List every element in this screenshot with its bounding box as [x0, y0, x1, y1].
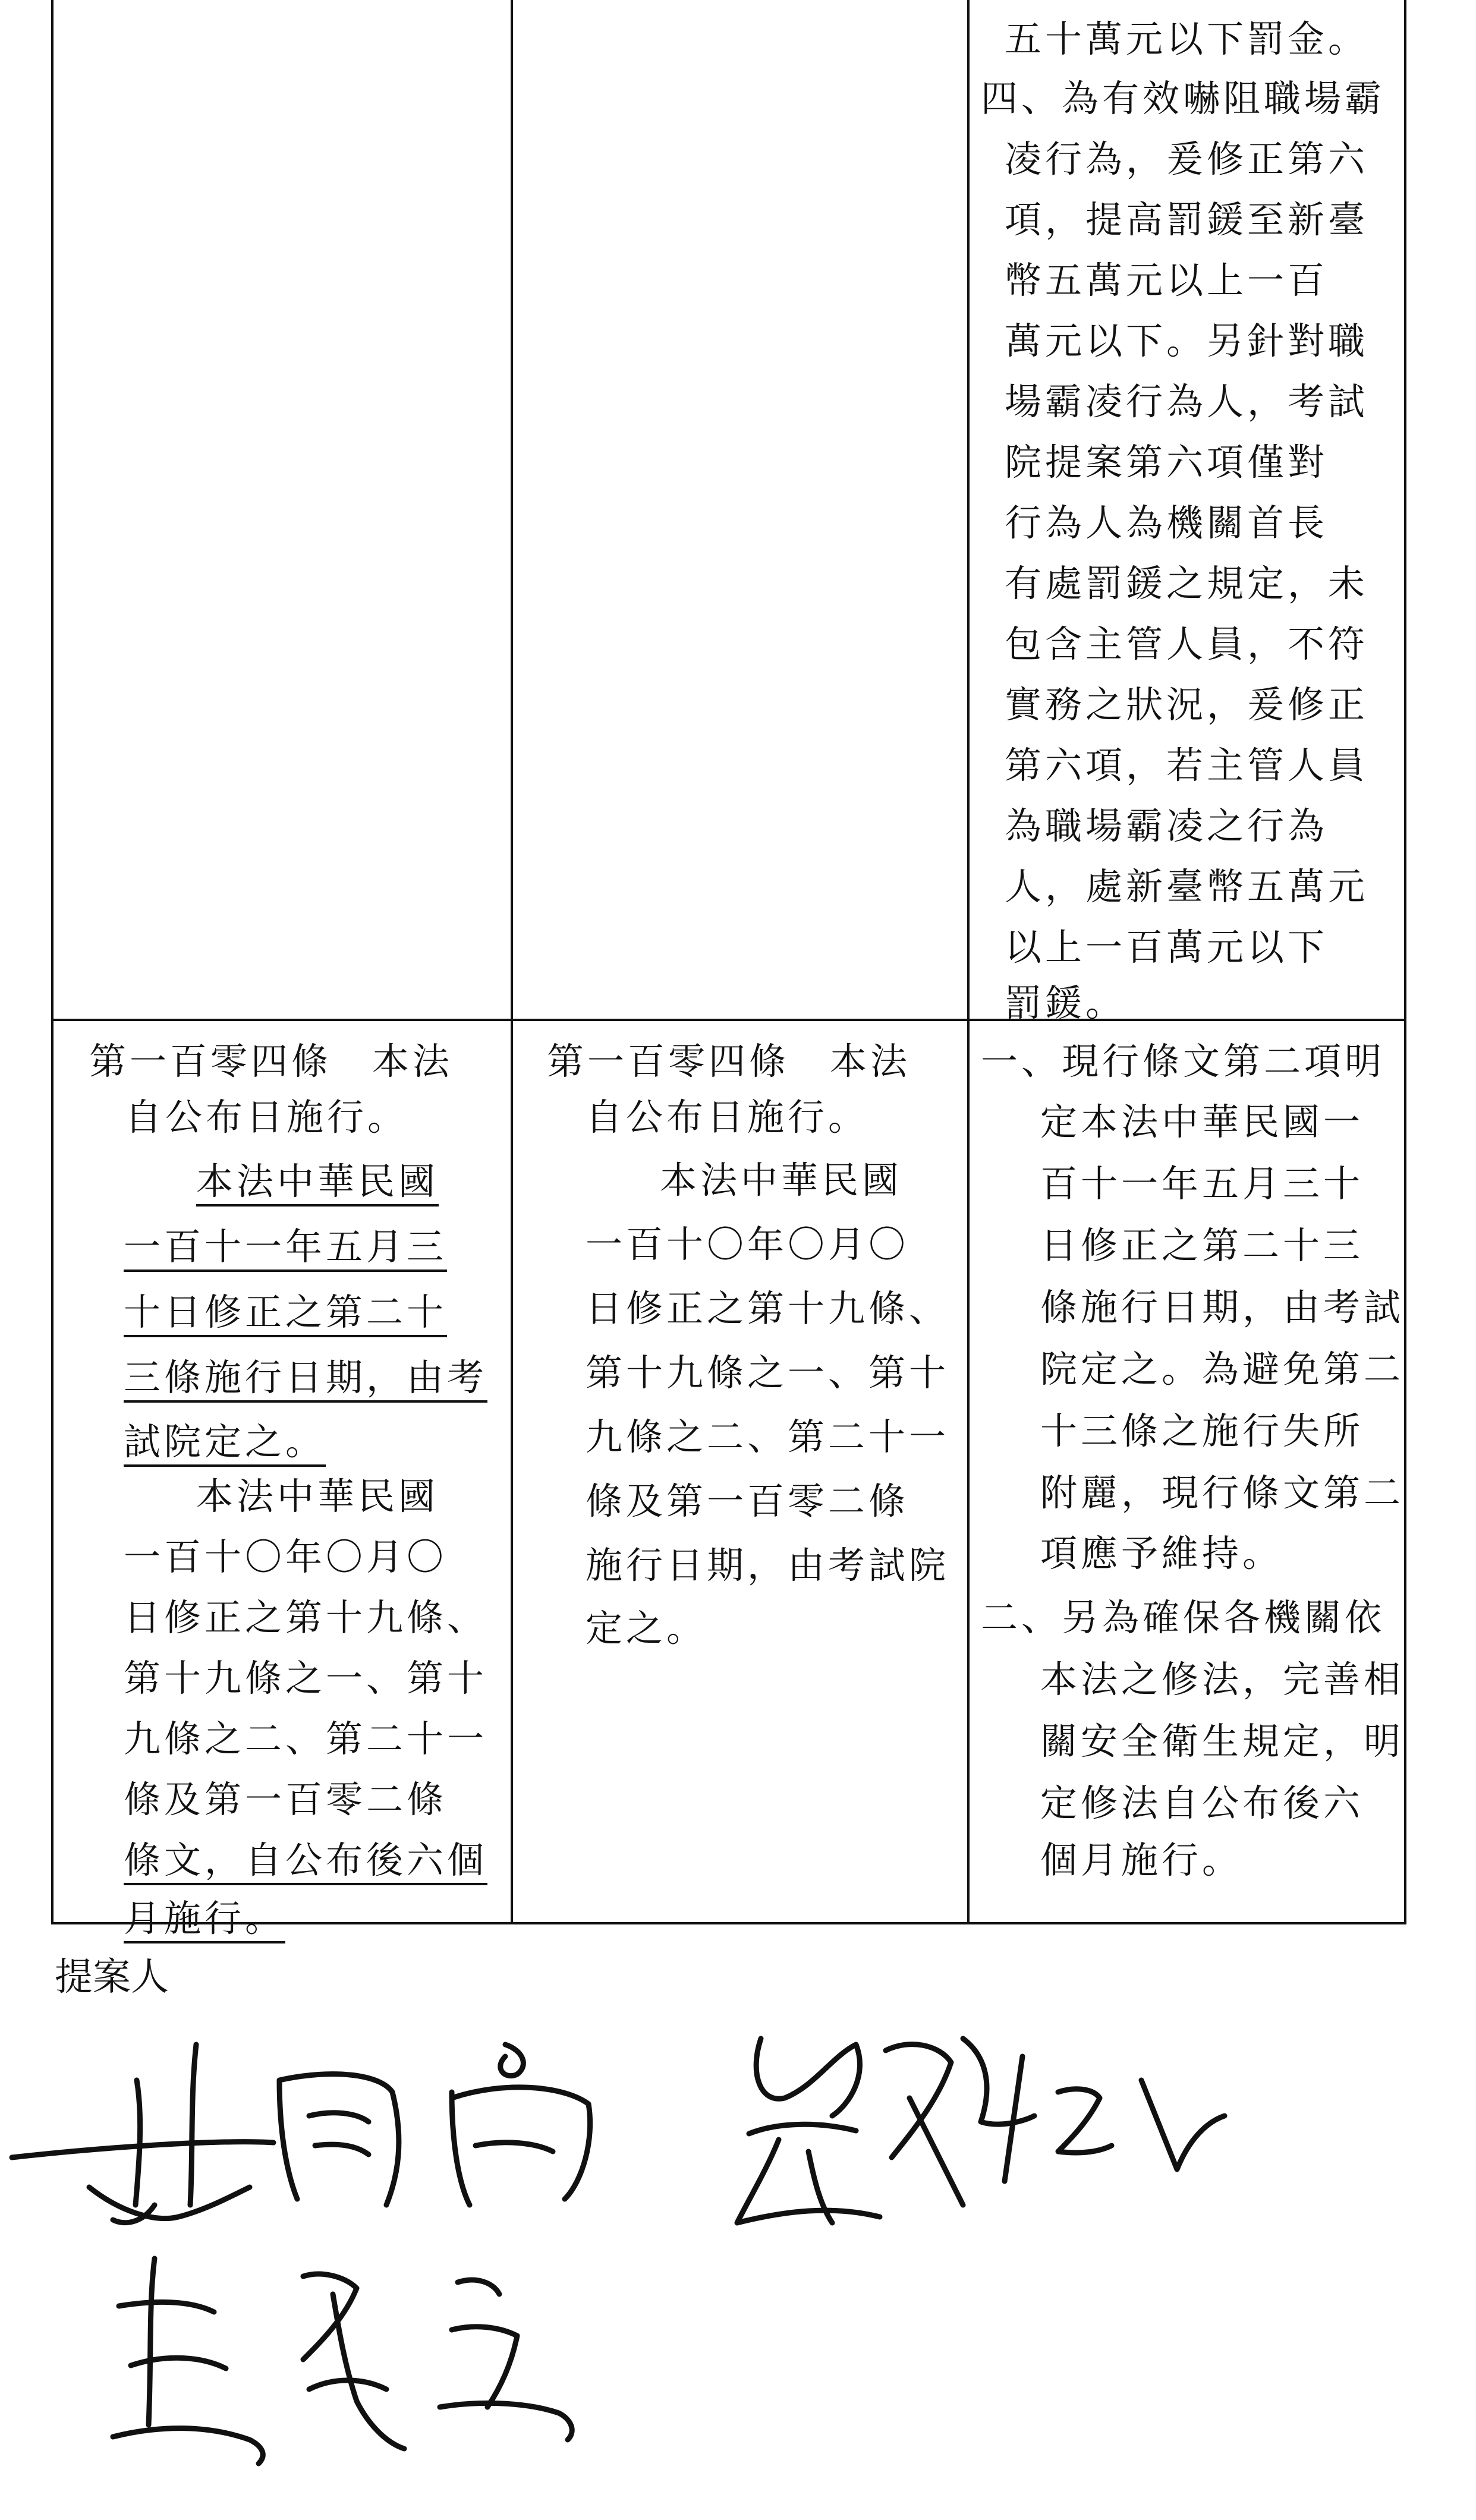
cell-text-line: 萬元以下。另針對職 [1005, 319, 1369, 363]
cell-text-line: 院提案第六項僅對 [1005, 440, 1329, 484]
cell-text-line: 定之。 [586, 1606, 707, 1650]
amended-text: 十日修正之第二十 [124, 1290, 447, 1337]
cell-text-line: 二、另為確保各機關依 [981, 1596, 1386, 1639]
cell-text-line: 條及第一百零二條 [124, 1778, 448, 1821]
cell-text-line: 人，處新臺幣五萬元 [1005, 865, 1369, 908]
column-divider [511, 0, 513, 1924]
cell-text-line: 為職場霸凌之行為 [1005, 804, 1329, 848]
cell-text-line: 實務之狀況，爰修正 [1005, 683, 1369, 726]
cell-text-line: 一、現行條文第二項明 [981, 1040, 1386, 1083]
cell-text-line: 五十萬元以下罰金。 [1005, 17, 1369, 61]
cell-text-line: 九條之二、第二十一 [124, 1717, 488, 1760]
cell-text-line: 行為人為機關首長 [1005, 501, 1329, 544]
cell-text-line: 個月施行。 [1040, 1838, 1243, 1882]
cell-text-line: 條施行日期，由考試 [1040, 1286, 1405, 1329]
cell-text-line: 院定之。為避免第二 [1040, 1347, 1405, 1391]
cell-text-line: 場霸凌行為人，考試 [1005, 380, 1369, 423]
cell-text-line: 九條之二、第二十一 [586, 1415, 950, 1459]
amended-text: 月施行。 [124, 1897, 285, 1943]
cell-text-line: 日修正之第二十三 [1040, 1224, 1364, 1267]
cell-text-line: 一百十〇年〇月〇 [124, 1535, 448, 1579]
signature-1 [0, 2009, 654, 2235]
amended-text: 條文，自公布後六個 [124, 1838, 487, 1885]
cell-text-line: 十三條之施行失所 [1040, 1409, 1364, 1453]
cell-text-line: 自公布日施行。 [586, 1095, 869, 1139]
cell-text-line: 四、為有效嚇阻職場霸 [981, 77, 1386, 120]
cell-text-line: 條及第一百零二條 [586, 1479, 909, 1523]
cell-text-line: 附麗，現行條文第二 [1040, 1471, 1405, 1514]
cell-text-line: 包含主管人員，不符 [1005, 622, 1369, 666]
amended-text: 一百十一年五月三 [124, 1225, 447, 1272]
amended-text: 本法中華民國 [196, 1160, 439, 1207]
amended-text: 試院定之。 [124, 1420, 326, 1467]
cell-text-line: 有處罰鍰之規定，未 [1005, 562, 1369, 605]
column-divider [967, 0, 970, 1924]
cell-text-line: 日修正之第十九條、 [124, 1596, 488, 1639]
cell-text-line: 第十九條之一、第十 [124, 1656, 488, 1700]
signature-2 [713, 2003, 1248, 2253]
cell-text-line: 第六項，若主管人員 [1005, 744, 1369, 787]
cell-text-line: 罰鍰。 [1005, 981, 1126, 1025]
cell-text-line: 本法之修法，完善相 [1040, 1658, 1405, 1701]
cell-text-line: 定本法中華民國一 [1040, 1100, 1364, 1144]
amended-text: 三條施行日期，由考 [124, 1356, 487, 1403]
cell-text-line: 百十一年五月三十 [1040, 1162, 1364, 1205]
cell-text-line: 施行日期，由考試院 [586, 1544, 950, 1587]
cell-text-line: 本法中華民國 [196, 1475, 439, 1518]
article-heading: 第一百零四條 本法 [547, 1040, 911, 1083]
signature-3 [107, 2211, 642, 2484]
cell-text-line: 項，提高罰鍰至新臺 [1005, 198, 1369, 241]
cell-text-line: 本法中華民國 [660, 1158, 903, 1202]
cell-text-line: 關安全衛生規定，明 [1040, 1719, 1405, 1763]
article-heading: 第一百零四條 本法 [89, 1040, 454, 1083]
cell-text-line: 自公布日施行。 [125, 1095, 408, 1139]
cell-text-line: 凌行為，爰修正第六 [1005, 137, 1369, 181]
cell-text-line: 第十九條之一、第十 [586, 1351, 950, 1394]
cell-text-line: 以上一百萬元以下 [1005, 925, 1329, 969]
cell-text-line: 一百十〇年〇月〇 [586, 1223, 909, 1266]
cell-text-line: 幣五萬元以上一百 [1005, 259, 1329, 302]
proposer-label: 提案人 [55, 1955, 169, 1999]
cell-text-line: 項應予維持。 [1040, 1532, 1283, 1575]
cell-text-line: 日修正之第十九條、 [586, 1287, 950, 1330]
cell-text-line: 定修法自公布後六 [1040, 1781, 1364, 1825]
